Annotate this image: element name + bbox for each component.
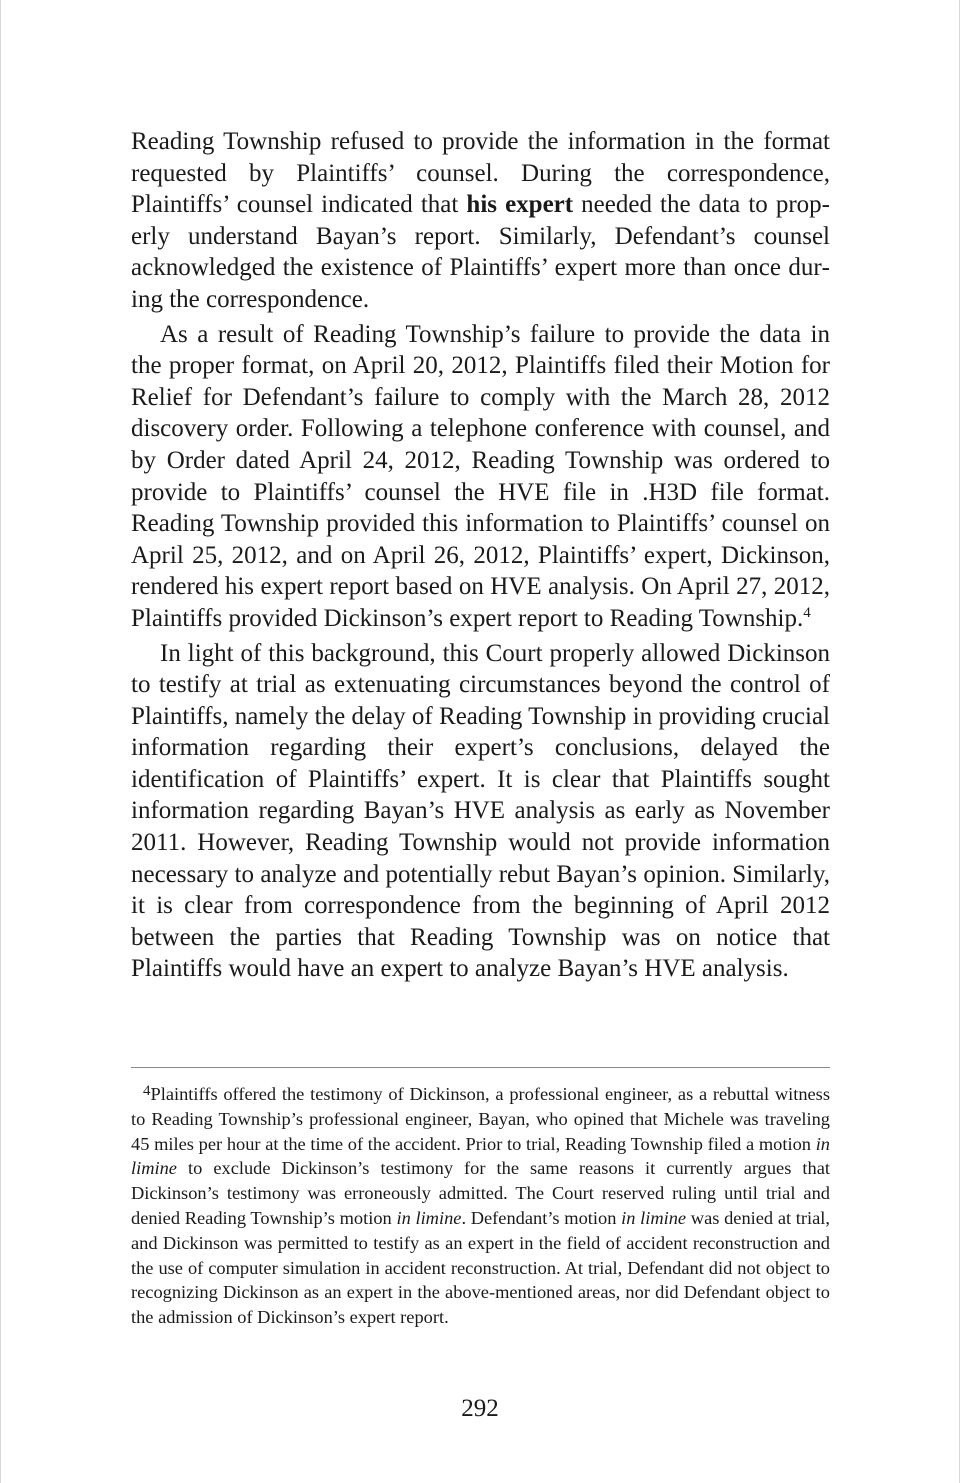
main-text	[131, 126, 830, 988]
page-number: 292	[461, 1395, 499, 1422]
footnote-part-3: . Defendant’s motion	[461, 1207, 622, 1228]
footnote-part-2: to exclude Dickinson’s testimony for the same reasons it currently argues that Dickinson’s testimony was erroneously admitted. The Court reserved ruling until trial and denied Reading Township’s motion	[131, 1158, 830, 1228]
paragraph-3	[131, 638, 830, 986]
paragraph-1	[131, 126, 830, 316]
paragraph-2	[131, 319, 830, 635]
footnote	[131, 1082, 830, 1330]
footnote-number: 4	[143, 1083, 151, 1099]
page-left-edge	[0, 0, 1, 1483]
footnote-part-4: was denied at trial, and Dickinson was permitted to testify as an expert in the field of accident reconstruction and the use of computer simulation in accident reconstruction. At trial, Defendant did not object to recognizing Dickinson as an expert in the above-mentioned areas, nor did Defendant object to the admission of Dickinson’s expert report.	[131, 1207, 831, 1328]
paragraph-1-part-2: needed the data to properly understand Bayan’s report. Similarly, Defendant’s counsel acknowledged the existence of Plaintiffs’ expert more than once during the correspondence.	[131, 191, 830, 313]
footnote-part-1: Plaintiffs offered the testimony of Dickinson, a professional engineer, as a rebuttal witness to Reading Township’s professional engineer, Bayan, who opined that Michele was traveling 45 miles per hour at the time of the accident. Prior to trial, Reading Township filed a motion	[131, 1084, 830, 1154]
footnote-italic-2: in limine	[396, 1207, 462, 1228]
footnote-divider	[131, 1067, 830, 1068]
paragraph-1-bold: his expert	[466, 191, 574, 219]
paragraph-2-text: As a result of Reading Township’s failure to provide the data in the proper format, on April 20, 2012, Plaintiffs filed their Motion for Relief for Defendant’s failure to comply with the March 28, 2012 discovery order. Following a telephone conference with counsel, and by Order dated April 24, 2012, Reading Township was ordered to provide to Plaintiffs’ counsel the HVE file in .H3D file format. Reading Township provided this information to Plaintiffs’ counsel on April 25, 2012, and on April 26, 2012, Plaintiffs’ expert, Dickinson, rendered his expert report based on HVE analysis. On April 27, 2012, Plaintiffs provided Dickinson’s expert report to Reading Township.	[131, 320, 830, 632]
footnote-reference: 4	[803, 604, 811, 621]
paragraph-3-text: In light of this background, this Court properly allowed Dickinson to testify at trial as extenuating circumstances beyond the control of Plaintiffs, namely the delay of Reading Township in providing crucial information regarding their expert’s conclusions, delayed the identification of Plaintiffs’ expert. It is clear that Plaintiffs sought information regarding Bayan’s HVE analysis as early as November 2011. However, Reading Township would not provide information necessary to analyze and potentially rebut Bayan’s opinion. Similarly, it is clear from correspondence from the beginning of April 2012 between the parties that Reading Township was on notice that Plaintiffs would have an expert to analyze Bayan’s HVE analysis.	[131, 639, 830, 983]
paragraph-1-part-1: Reading Township refused to provide the information in the format requested by Plaintiffs’ counsel. During the correspondence, Plaintiffs’ counsel indicated that	[131, 128, 830, 219]
footnote-italic-3: in limine	[621, 1207, 687, 1228]
footnote-italic-1: in limine	[131, 1133, 830, 1179]
